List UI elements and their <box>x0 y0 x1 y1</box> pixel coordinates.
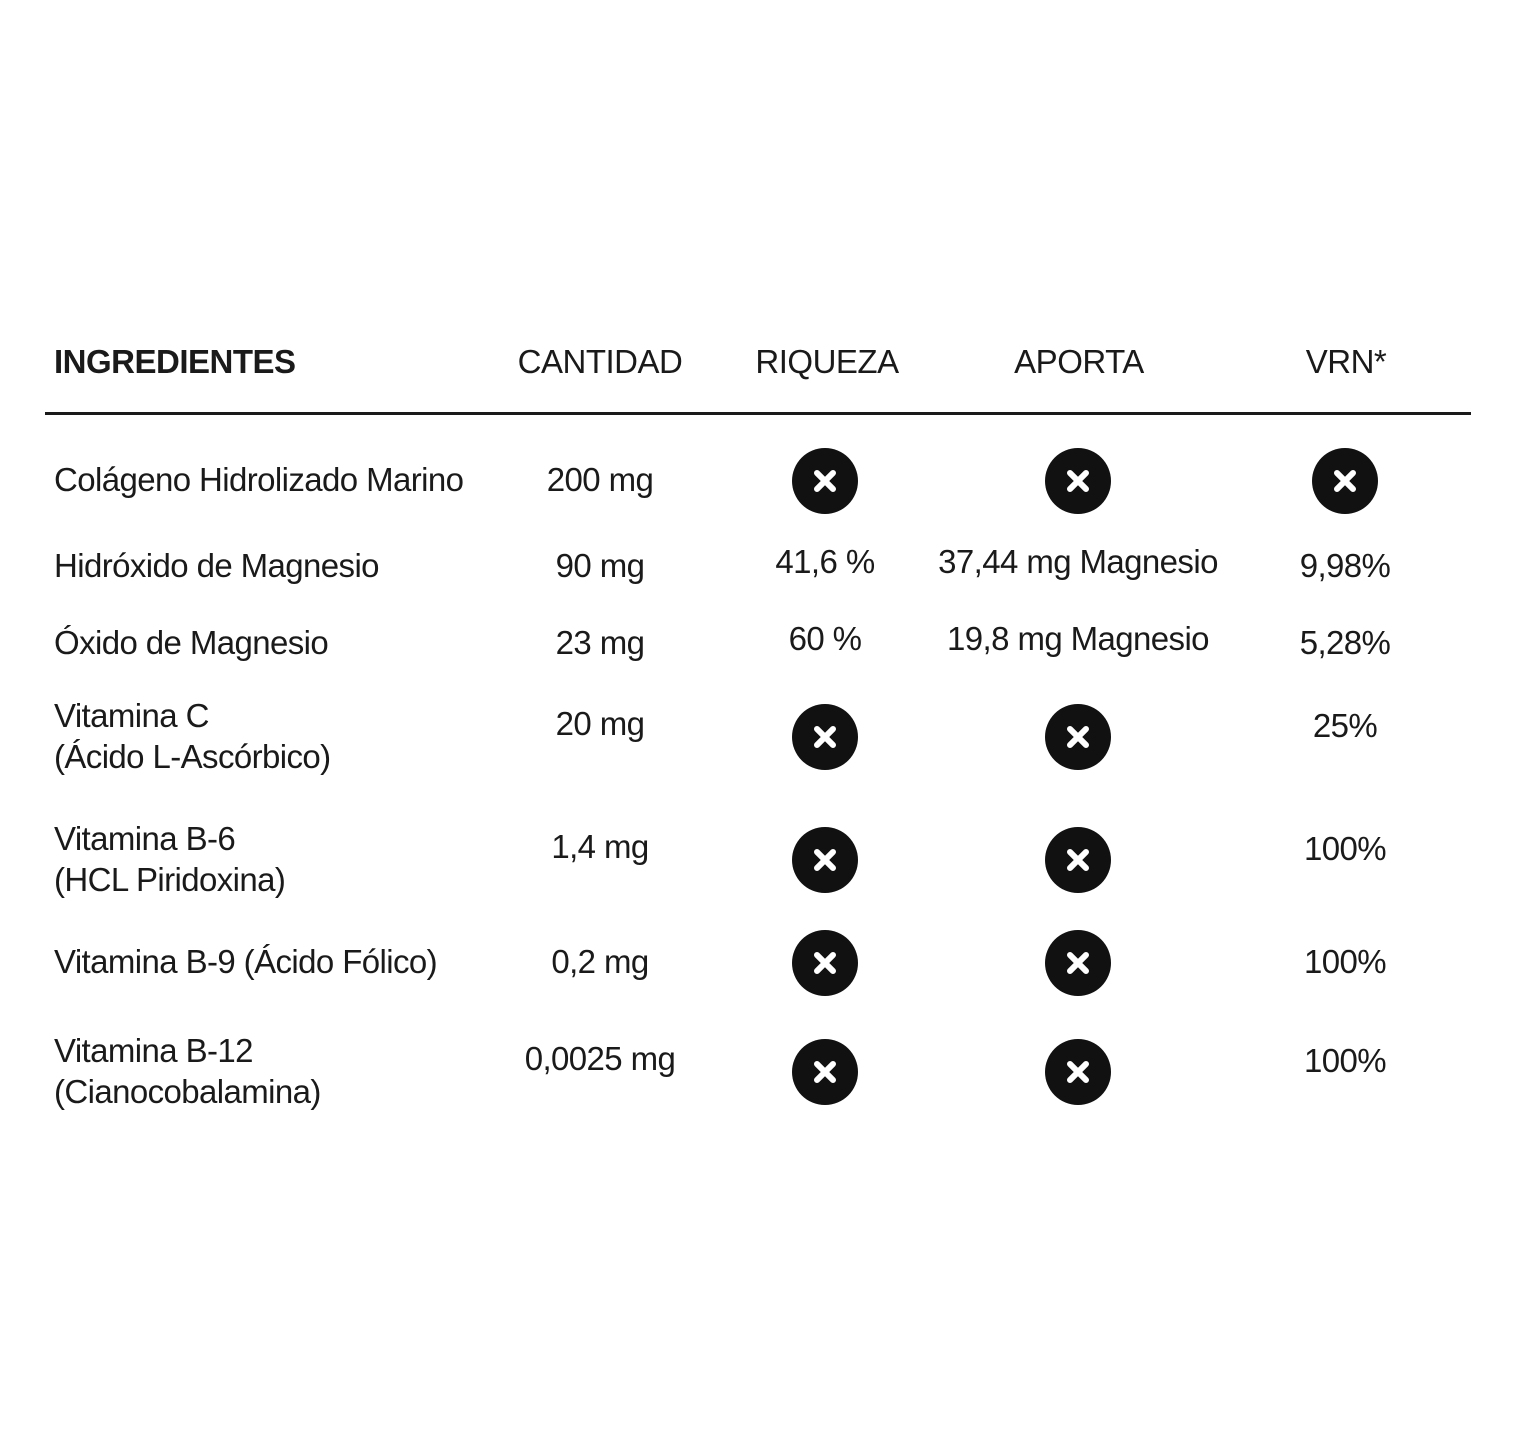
riqueza-value: 41,6 % <box>775 542 875 580</box>
x-circle-icon <box>1045 704 1111 770</box>
ingredient-name: Colágeno Hidrolizado Marino <box>54 460 464 498</box>
x-circle-icon <box>1312 448 1378 514</box>
x-circle-icon <box>792 704 858 770</box>
header-ingredientes: INGREDIENTES <box>54 343 296 380</box>
aporta-value: 37,44 mg Magnesio <box>938 542 1218 580</box>
ingredient-name: Vitamina C <box>54 696 209 734</box>
vrn-value: 9,98% <box>1299 546 1391 584</box>
vrn-value: 100% <box>1303 1041 1387 1079</box>
vrn-value: 100% <box>1303 829 1387 867</box>
cantidad-value: 0,0025 mg <box>524 1039 676 1077</box>
ingredient-name: (Ácido L-Ascórbico) <box>54 737 331 775</box>
x-circle-icon <box>792 930 858 996</box>
header-riqueza: RIQUEZA <box>755 343 899 380</box>
header-aporta: APORTA <box>1014 343 1144 380</box>
ingredient-name: Óxido de Magnesio <box>54 623 329 661</box>
ingredient-name: Hidróxido de Magnesio <box>54 546 379 584</box>
x-circle-icon <box>1045 1039 1111 1105</box>
x-circle-icon <box>1045 930 1111 996</box>
cantidad-value: 90 mg <box>555 546 645 584</box>
vrn-value: 25% <box>1312 706 1378 744</box>
ingredient-name: (Cianocobalamina) <box>54 1072 321 1110</box>
x-circle-icon <box>792 827 858 893</box>
vrn-value: 5,28% <box>1299 623 1391 661</box>
aporta-value: 19,8 mg Magnesio <box>947 619 1209 657</box>
header-cantidad: CANTIDAD <box>517 343 683 380</box>
x-circle-icon <box>1045 448 1111 514</box>
header-divider <box>45 412 1471 415</box>
cantidad-value: 200 mg <box>546 460 654 498</box>
cantidad-value: 23 mg <box>555 623 645 661</box>
ingredient-name: Vitamina B-9 (Ácido Fólico) <box>54 942 438 980</box>
ingredient-name: Vitamina B-6 <box>54 819 236 857</box>
ingredient-name: (HCL Piridoxina) <box>54 860 286 898</box>
cantidad-value: 20 mg <box>555 704 645 742</box>
cantidad-value: 0,2 mg <box>551 942 649 980</box>
x-circle-icon <box>792 1039 858 1105</box>
cantidad-value: 1,4 mg <box>551 827 649 865</box>
riqueza-value: 60 % <box>788 619 862 657</box>
header-vrn: VRN* <box>1305 343 1387 380</box>
x-circle-icon <box>792 448 858 514</box>
x-circle-icon <box>1045 827 1111 893</box>
ingredient-name: Vitamina B-12 <box>54 1031 253 1069</box>
vrn-value: 100% <box>1303 942 1387 980</box>
